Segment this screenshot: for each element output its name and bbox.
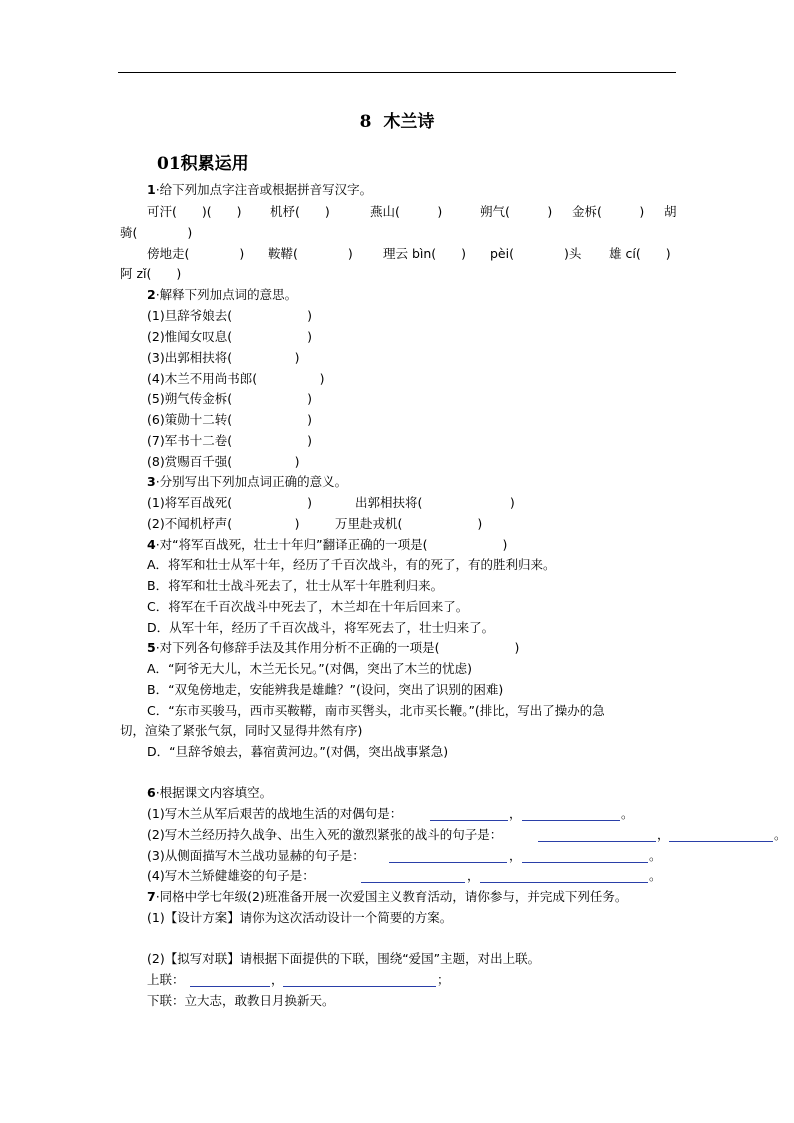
- comma: ，: [509, 806, 522, 821]
- q5-option: A．“阿爷无大儿，木兰无长兄。”(对偶，突出了木兰的忧虑): [147, 661, 473, 676]
- q7-part2: (2)【拟写对联】请根据下面提供的下联，围绕“爱国”主题，对出上联。: [147, 951, 541, 966]
- period: 。: [621, 806, 634, 821]
- answer-blank[interactable]: [669, 829, 773, 842]
- q1-item: 机杼( ): [270, 204, 330, 219]
- q2-item: (4)木兰不用尚书郎( ): [147, 371, 325, 386]
- header-rule: [118, 72, 676, 73]
- answer-blank[interactable]: [361, 870, 465, 883]
- section-heading: 01积累运用: [157, 154, 249, 174]
- q4-option: A．将军和壮士从军十年，经历了千百次战斗，有的死了，有的胜利归来。: [147, 557, 556, 572]
- period: 。: [649, 868, 662, 883]
- answer-blank[interactable]: [389, 850, 507, 863]
- answer-blank[interactable]: [522, 808, 620, 821]
- answer-blank[interactable]: [480, 870, 648, 883]
- q5-option: C．“东市买骏马，西市买鞍鞯，南市买辔头，北市买长鞭。”(排比，写出了操办的急: [147, 703, 605, 718]
- q4-option: C．将军在千百次战斗中死去了，木兰却在十年后回来了。: [147, 599, 469, 614]
- q2-item: (1)旦辞爷娘去( ): [147, 308, 312, 323]
- answer-blank[interactable]: [190, 974, 270, 987]
- q4-option: D．从军十年，经历了千百次战斗，将军死去了，壮士归来了。: [147, 620, 495, 635]
- q1-item: pèi( )头: [490, 246, 582, 261]
- q3-item: 出郭相扶将( ): [355, 495, 515, 510]
- q5-stem: 5·对下列各句修辞手法及其作用分析不正确的一项是( ): [147, 640, 520, 655]
- comma: ，: [657, 827, 670, 842]
- q2-stem: 2·解释下列加点词的意思。: [147, 287, 298, 302]
- q1-item: 朔气( ): [480, 204, 553, 219]
- q1-item: 燕山( ): [370, 204, 443, 219]
- q3-stem: 3·分别写出下列加点词正确的意义。: [147, 474, 348, 489]
- lower-couplet: 下联：立大志，敢教日月换新天。: [147, 993, 335, 1008]
- q2-item: (2)惟闻女叹息( ): [147, 329, 312, 344]
- q1-item: 金柝( ): [572, 204, 645, 219]
- q7-part1: (1)【设计方案】请你为这次活动设计一个简要的方案。: [147, 910, 453, 925]
- answer-blank[interactable]: [430, 808, 508, 821]
- period: 。: [774, 827, 787, 842]
- semicolon: ；: [437, 972, 450, 987]
- q3-item: (1)将军百战死( ): [147, 495, 312, 510]
- q5-option: B．“双兔傍地走，安能辨我是雄雌？”(设问，突出了识别的困难): [147, 682, 504, 697]
- period: 。: [649, 848, 662, 863]
- q5-option: D．“旦辞爷娘去，暮宿黄河边。”(对偶，突出战事紧急): [147, 744, 449, 759]
- comma: ，: [509, 848, 522, 863]
- q5-option: 切，渲染了紧张气氛，同时又显得井然有序): [120, 723, 363, 738]
- q1-item: 傍地走( ): [147, 246, 245, 261]
- q2-item: (8)赏赐百千强( ): [147, 454, 300, 469]
- q2-item: (5)朔气传金柝( ): [147, 391, 312, 406]
- comma: ，: [271, 972, 284, 987]
- answer-blank[interactable]: [538, 829, 656, 842]
- answer-blank[interactable]: [283, 974, 436, 987]
- q1-item: 胡: [664, 204, 677, 219]
- q2-item: (7)军书十二卷( ): [147, 433, 312, 448]
- answer-blank[interactable]: [522, 850, 648, 863]
- q3-item: (2)不闻机杼声( ): [147, 516, 300, 531]
- q4-option: B．将军和壮士战斗死去了，壮士从军十年胜利归来。: [147, 578, 444, 593]
- upper-couplet-label: 上联：: [147, 972, 185, 987]
- comma: ，: [467, 868, 480, 883]
- q6-item: (4)写木兰矫健雄姿的句子是：: [147, 868, 315, 883]
- q1-item: 鞍鞯( ): [268, 246, 353, 261]
- q4-stem: 4·对“将军百战死，壮士十年归”翻译正确的一项是( ): [147, 537, 508, 552]
- q1-item: 理云 bìn( ): [383, 246, 467, 261]
- q2-item: (6)策勋十二转( ): [147, 412, 312, 427]
- q7-stem: 7·同格中学七年级(2)班准备开展一次爱国主义教育活动，请你参与，并完成下列任务。: [147, 889, 628, 904]
- q6-stem: 6·根据课文内容填空。: [147, 785, 273, 800]
- q6-item: (1)写木兰从军后艰苦的战地生活的对偶句是：: [147, 806, 403, 821]
- q1-stem: 1·给下列加点字注音或根据拼音写汉字。: [147, 182, 373, 197]
- q6-item: (2)写木兰经历持久战争、出生入死的激烈紧张的战斗的句子是：: [147, 827, 503, 842]
- q2-item: (3)出郭相扶将( ): [147, 350, 300, 365]
- q3-item: 万里赴戎机( ): [335, 516, 483, 531]
- q6-item: (3)从侧面描写木兰战功显赫的句子是：: [147, 848, 365, 863]
- page-title: 8 木兰诗: [359, 112, 435, 132]
- q1-item: 雄 cí( ): [609, 246, 671, 261]
- q1-item: 骑( ): [120, 225, 193, 240]
- q1-item: 可汗( )( ): [147, 204, 242, 219]
- q1-item: 阿 zǐ( ): [120, 266, 182, 281]
